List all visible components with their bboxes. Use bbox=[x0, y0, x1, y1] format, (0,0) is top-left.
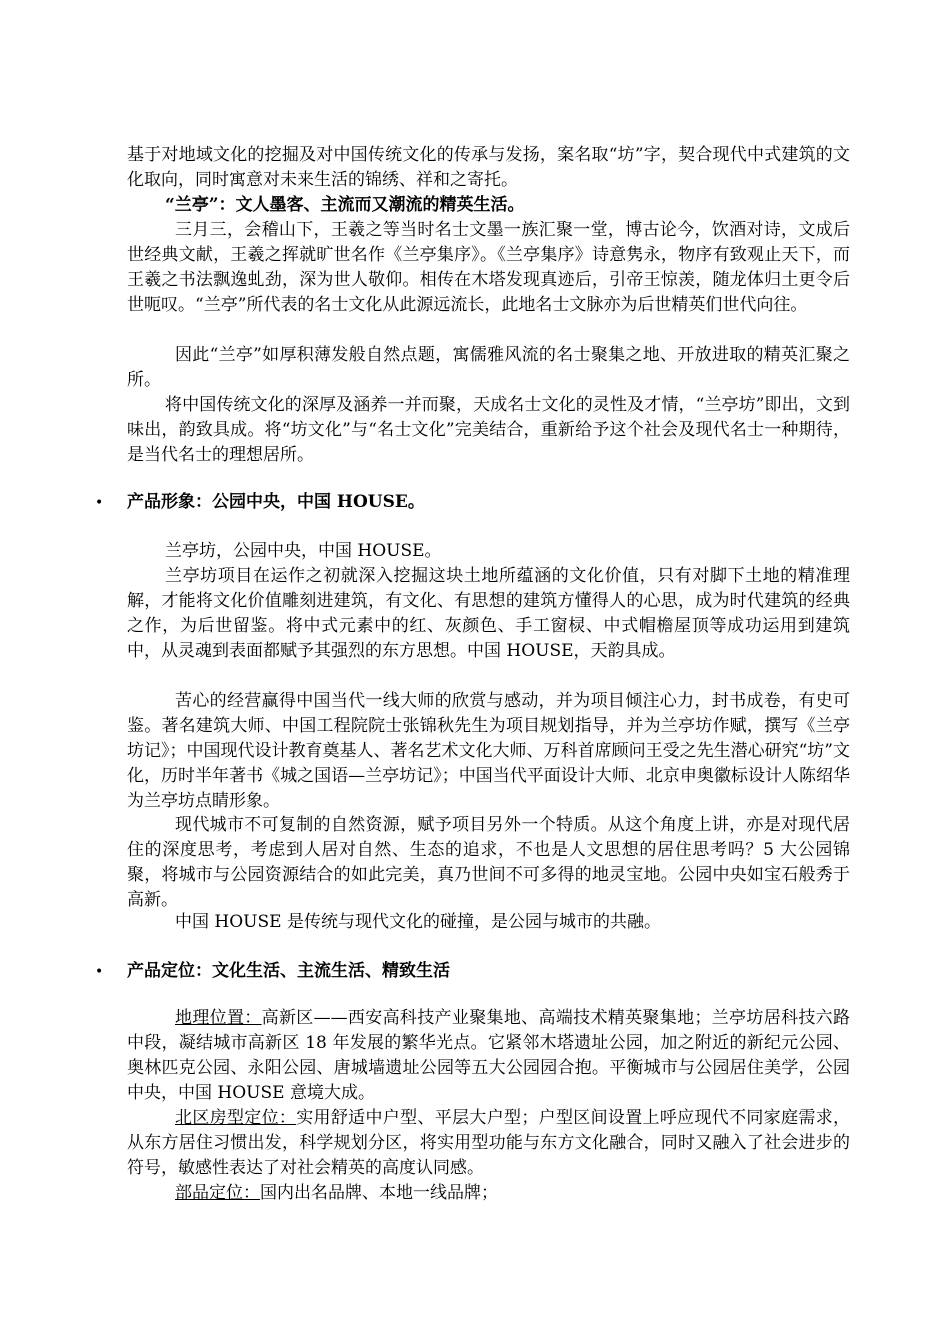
geo-location-text: 高新区——西安高科技产业聚集地、高端技术精英聚集地；兰亭坊居科技六路中段，凝结城市高新区 18 年发展的繁华光点。它紧邻木塔遗址公园，加之附近的新纪元公园、奥林匹克公园、永阳公园、唐城墙遗址公园等五大公园园合抱。平衡城市与公园居住美学，公园中央，中国 HOUSE 意境大成。 bbox=[127, 1008, 851, 1103]
geo-location-label: 地理位置： bbox=[175, 1008, 262, 1028]
geo-location-paragraph bbox=[127, 1006, 850, 1106]
section-heading-product-image: 产品形象：公园中央，中国 HOUSE。 bbox=[127, 492, 425, 512]
north-unit-text: 实用舒适中户型、平层大户型；户型区间设置上呼应现代不同家庭需求，从东方居住习惯出发，科学规划分区，将实用型功能与东方文化融合，同时又融入了社会进步的符号，敏感性表达了对社会精英的高度认同感。 bbox=[127, 1108, 851, 1178]
section1-paragraph-1: 兰亭坊，公园中央，中国 HOUSE。 bbox=[165, 541, 442, 561]
parts-label: 部品定位： bbox=[175, 1183, 260, 1203]
intro-paragraph-4: 将中国传统文化的深厚及涵养一并而聚，天成名士文化的灵性及才情，“兰亭坊”即出，文到味出，韵致具成。将“坊文化”与“名士文化”完美结合，重新给予这个社会及现代名士一种期待，是当代名士的理想居所。 bbox=[127, 395, 850, 465]
intro-paragraph-3: 因此“兰亭”如厚积薄发般自然点题，寓儒雅风流的名士聚集之地、开放进取的精英汇聚之所。 bbox=[127, 345, 850, 390]
bullet-icon: • bbox=[95, 495, 104, 511]
parts-paragraph bbox=[127, 1181, 850, 1206]
intro-paragraph-2: 三月三，会稽山下，王羲之等当时名士文墨一族汇聚一堂，博古论今，饮酒对诗，文成后世经典文献，王羲之挥就旷世名作《兰亭集序》。《兰亭集序》诗意隽永，物序有致观止天下，而王羲之书法飘逸虬劲，深为世人敬仰。相传在木塔发现真迹后，引帝王惊羡，随龙体归土更令后世呃叹。“兰亭”所代表的名士文化从此源远流长，此地名士文脉亦为后世精英们世代向往。 bbox=[127, 220, 850, 315]
section1-paragraph-3: 苦心的经营赢得中国当代一线大师的欣赏与感动，并为项目倾注心力，封书成卷，有史可鉴。著名建筑大师、中国工程院院士张锦秋先生为项目规划指导，并为兰亭坊作赋，撰写《兰亭坊记》；中国现代设计教育奠基人、著名艺术文化大师、万科首席顾问王受之先生潜心研究“坊”文化，历时半年著书《城之国语—兰亭坊记》；中国当代平面设计大师、北京申奥徽标设计人陈绍华为兰亭坊点睛形象。 bbox=[127, 691, 850, 811]
lanting-subtitle: “兰亭”：文人墨客、主流而又潮流的精英生活。 bbox=[165, 195, 525, 215]
section1-paragraph-4: 现代城市不可复制的自然资源，赋予项目另外一个特质。从这个角度上讲，亦是对现代居住的深度思考，考虑到人居对自然、生态的追求，不也是人文思想的居住思考吗？5 大公园锦聚，将城市与公园资源结合的如此完美，真乃世间不可多得的地灵宝地。公园中央如宝石般秀于高新。 bbox=[127, 815, 850, 910]
north-unit-paragraph bbox=[127, 1106, 850, 1181]
section1-paragraph-5: 中国 HOUSE 是传统与现代文化的碰撞，是公园与城市的共融。 bbox=[175, 912, 661, 932]
north-unit-label: 北区房型定位： bbox=[175, 1108, 297, 1128]
bullet-icon: • bbox=[95, 964, 104, 980]
parts-text: 国内出名品牌、本地一线品牌； bbox=[260, 1183, 498, 1203]
section-heading-product-positioning: 产品定位：文化生活、主流生活、精致生活 bbox=[127, 961, 450, 981]
intro-paragraph-1: 基于对地域文化的挖掘及对中国传统文化的传承与发扬，案名取“坊”字，契合现代中式建筑的文化取向，同时寓意对未来生活的锦绣、祥和之寄托。 bbox=[127, 145, 850, 190]
section1-paragraph-2: 兰亭坊项目在运作之初就深入挖掘这块土地所蕴涵的文化价值，只有对脚下土地的精准理解，才能将文化价值雕刻进建筑，有文化、有思想的建筑方懂得人的心思，成为时代建筑的经典之作，为后世留鉴。将中式元素中的红、灰颜色、手工窗棂、中式帽檐屋顶等成功运用到建筑中，从灵魂到表面都赋予其强烈的东方思想。中国 HOUSE，天韵具成。 bbox=[127, 566, 850, 661]
